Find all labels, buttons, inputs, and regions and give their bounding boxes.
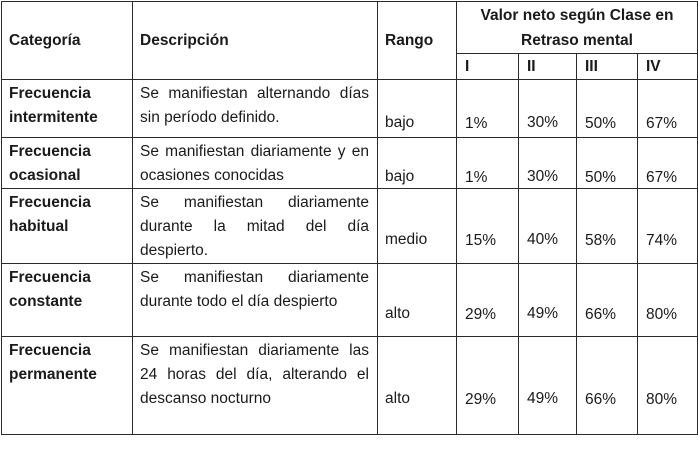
valor-cell-iii: 50% [577,80,638,138]
descripcion-cell: Se manifiestan diariamente durante la mitad del día despierto. [133,189,378,264]
valor-cell-iv: 67% [638,80,698,138]
valor-cell-i: 29% [457,264,519,337]
descripcion-cell: Se manifiestan alternando días sin período definido. [133,80,378,138]
valor-cell-iv: 80% [638,337,698,435]
table-row [2,189,698,264]
valor-cell-i: 15% [457,189,519,264]
table-row [2,337,698,435]
valor-cell-iv: 67% [638,138,698,189]
table-row [2,80,698,138]
valor-cell-iii: 50% [577,138,638,189]
descripcion-cell: Se manifiestan diariamente durante todo el día despierto [133,264,378,337]
descripcion-cell: Se manifiestan diariamente y en ocasiones conocidas [133,138,378,189]
descripcion-cell: Se manifiestan diariamente las 24 horas del día, alterando el descanso nocturno [133,337,378,435]
rango-cell: bajo [378,80,457,138]
rango-cell: medio [378,189,457,264]
table-row [2,138,698,189]
valor-cell-iii: 66% [577,337,638,435]
categoria-cell: Frecuencia habitual [2,189,133,264]
table-body [2,80,698,435]
valor-cell-iii: 58% [577,189,638,264]
header-descripcion: Descripción [133,2,378,80]
categoria-cell: Frecuencia permanente [2,337,133,435]
header-class-ii: II [519,54,577,80]
valor-cell-iv: 80% [638,264,698,337]
valor-cell-i: 1% [457,138,519,189]
categoria-cell: Frecuencia constante [2,264,133,337]
frecuencia-table [1,1,698,435]
valor-cell-iii: 66% [577,264,638,337]
valor-cell-i: 1% [457,80,519,138]
header-rango: Rango [378,2,457,80]
table-row [2,264,698,337]
valor-cell-ii: 30% [519,80,577,138]
categoria-cell: Frecuencia ocasional [2,138,133,189]
rango-cell: alto [378,264,457,337]
header-valor-neto: Valor neto según Clase en Retraso mental [457,2,698,54]
rango-cell: alto [378,337,457,435]
valor-cell-iv: 74% [638,189,698,264]
valor-cell-ii: 49% [519,264,577,337]
valor-cell-i: 29% [457,337,519,435]
header-class-iii: III [577,54,638,80]
valor-cell-ii: 30% [519,138,577,189]
header-categoria: Categoría [2,2,133,80]
valor-cell-ii: 49% [519,337,577,435]
header-class-iv: IV [638,54,698,80]
table-header [2,2,698,80]
header-class-i: I [457,54,519,80]
categoria-cell: Frecuencia intermitente [2,80,133,138]
valor-cell-ii: 40% [519,189,577,264]
rango-cell: bajo [378,138,457,189]
